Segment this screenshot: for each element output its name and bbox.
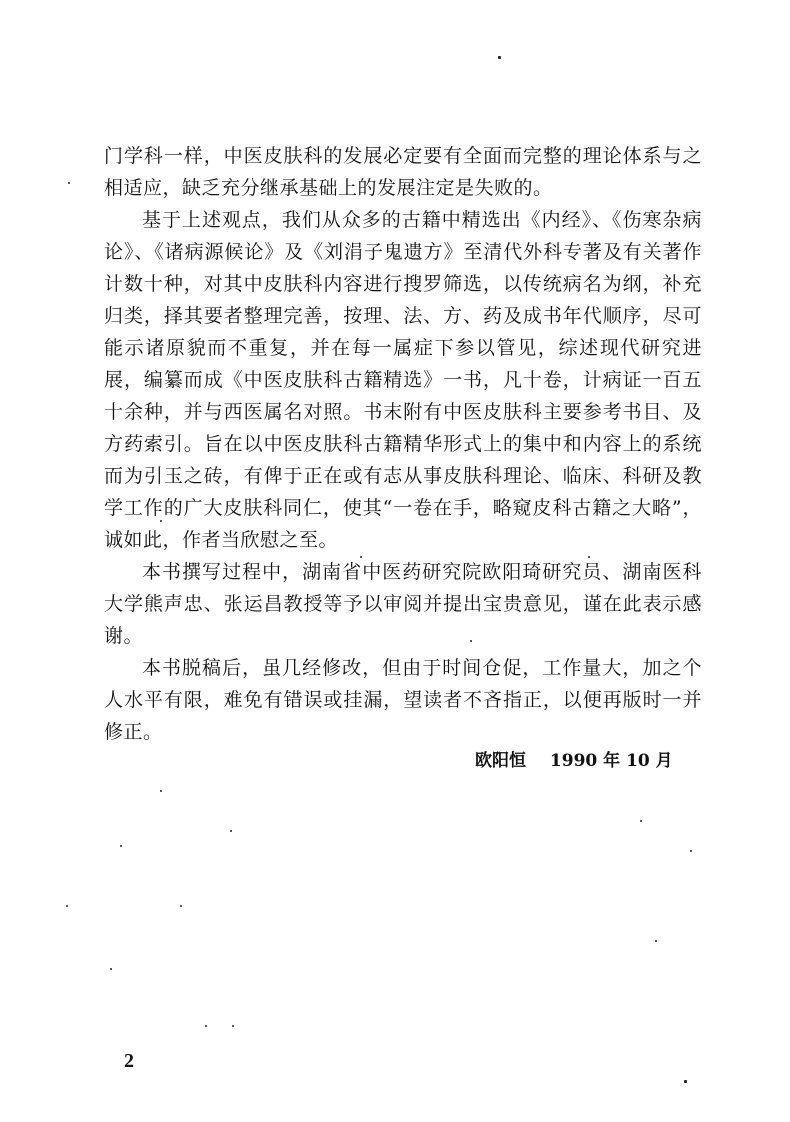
signature-line [475, 746, 691, 771]
scan-speck [684, 1080, 687, 1083]
scan-speck [68, 182, 70, 184]
scan-speck [230, 830, 232, 832]
scan-speck [120, 845, 122, 847]
scan-speck [588, 556, 590, 558]
scan-speck [360, 556, 362, 558]
scan-speck [160, 520, 162, 522]
paragraph-continuation: 门学科一样，中医皮肤科的发展必定要有全面而完整的理论体系与之相适应，缺乏充分继承基础上的发展注定是失败的。 [104, 145, 702, 199]
paragraph-apology: 本书脱稿后，虽几经修改，但由于时间仓促，工作量大，加之个人水平有限，难免有错误或挂漏，望读者不吝指正，以便再版时一并修正。 [104, 657, 702, 743]
scan-speck [640, 820, 642, 822]
signature-date: 1990 年 10 月 [549, 751, 673, 771]
scan-speck [180, 905, 182, 907]
scan-speck [655, 940, 657, 942]
page-number: 2 [124, 1050, 134, 1072]
body-text [104, 140, 702, 748]
scan-speck [470, 640, 472, 642]
scan-speck [160, 790, 162, 792]
scan-speck [66, 905, 68, 907]
paragraph-selection-method: 基于上述观点，我们从众多的古籍中精选出《内经》、《伤寒杂病论》、《诸病源候论》及《刘涓子鬼遗方》至清代外科专著及有关著作计数十种，对其中皮肤科内容进行搜罗筛选，以传统病名为纲，补充归类，择其要者整理完善，按理、法、方、药及成书年代顺序，尽可能示诸原貌而不重复，并在每一属症下参以管见，综述现代研究进展，编纂而成《中医皮肤科古籍精选》一书，凡十卷，计病证一百五十余种，并与西医属名对照。书末附有中医皮肤科主要参考书目、及方药索引。旨在以中医皮肤科古籍精华形式上的集中和内容上的系统而为引玉之砖，有俾于正在或有志从事皮肤科理论、临床、科研及教学工作的广大皮肤科同仁，使其“一卷在手，略窥皮科古籍之大略”，诚如此，作者当欣慰之至。 [104, 209, 702, 551]
author-name: 欧阳恒 [475, 751, 526, 771]
paragraph-acknowledgements: 本书撰写过程中，湖南省中医药研究院欧阳琦研究员、湖南医科大学熊声忠、张运昌教授等予以审阅并提出宝贵意见，谨在此表示感谢。 [104, 561, 702, 647]
scan-speck [498, 56, 501, 59]
scan-speck [690, 850, 692, 852]
scan-speck [232, 1025, 234, 1027]
scan-speck [205, 1025, 207, 1027]
scan-speck [110, 968, 112, 970]
